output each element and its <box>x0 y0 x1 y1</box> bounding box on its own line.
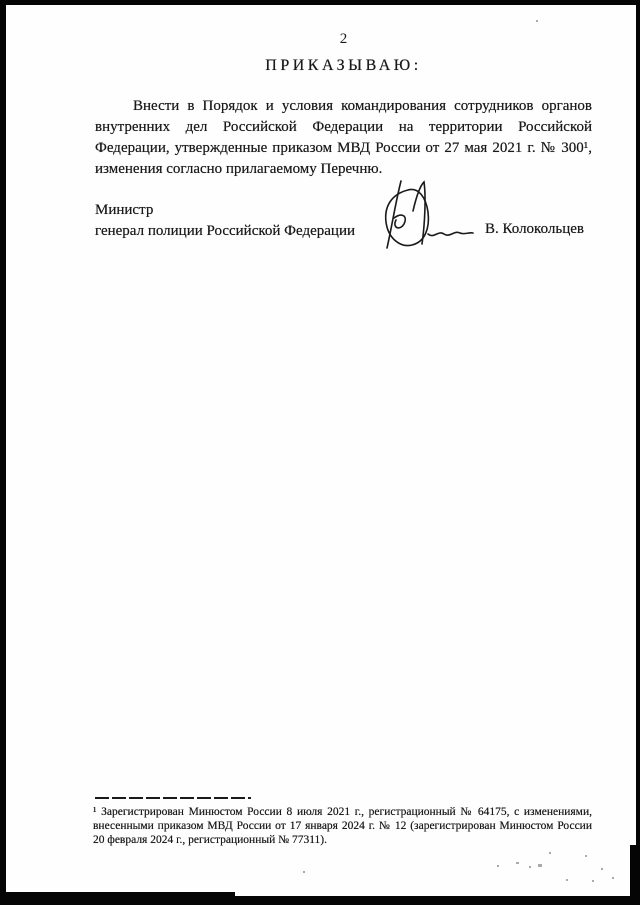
footnote <box>93 805 592 847</box>
scan-noise <box>516 862 519 864</box>
scan-noise <box>549 852 551 854</box>
signatory-name: В. Колокольцев <box>485 221 584 237</box>
scan-edge-bottom-left <box>0 892 235 898</box>
scan-noise <box>612 877 614 879</box>
scan-noise <box>536 20 538 22</box>
order-body <box>95 96 592 180</box>
footnote-separator <box>95 797 251 799</box>
scan-noise <box>497 865 499 867</box>
body-line: внутренних дел Российской Федерации на территории Российской <box>95 119 592 135</box>
scan-noise <box>529 866 531 868</box>
scan-noise <box>566 879 568 881</box>
scan-noise <box>601 868 603 870</box>
signatory-title <box>95 200 355 242</box>
page-number: 2 <box>339 31 348 47</box>
footnote-line: внесенными приказом МВД России от 17 января 2024 г. № 12 (зарегистрирован Минюстом России <box>93 820 592 832</box>
footnote-line: 20 февраля 2024 г., регистрационный № 77311). <box>93 834 327 846</box>
scan-noise <box>303 871 305 873</box>
signatory-title-line: Министр <box>95 202 154 218</box>
scan-edge-top <box>0 0 640 5</box>
handwritten-signature-icon <box>372 178 476 254</box>
signatory-title-line: генерал полиции Российской Федерации <box>95 223 356 239</box>
order-heading: ПРИКАЗЫВАЮ: <box>265 57 422 74</box>
footnote-line: ¹ Зарегистрирован Минюстом России 8 июля 2021 г., регистрационный № 64175, с изменениями, <box>93 806 592 818</box>
body-line: изменения согласно прилагаемому Перечню. <box>95 161 383 177</box>
scan-edge-right <box>636 0 640 905</box>
body-line: Внести в Порядок и условия командирования сотрудников органов <box>133 98 592 114</box>
scan-noise <box>592 880 594 882</box>
scan-noise <box>585 855 587 857</box>
scan-edge-left <box>0 0 6 905</box>
body-line: Федерации, утвержденные приказом МВД России от 27 мая 2021 г. № 300¹, <box>95 140 592 156</box>
scan-noise <box>538 864 542 867</box>
